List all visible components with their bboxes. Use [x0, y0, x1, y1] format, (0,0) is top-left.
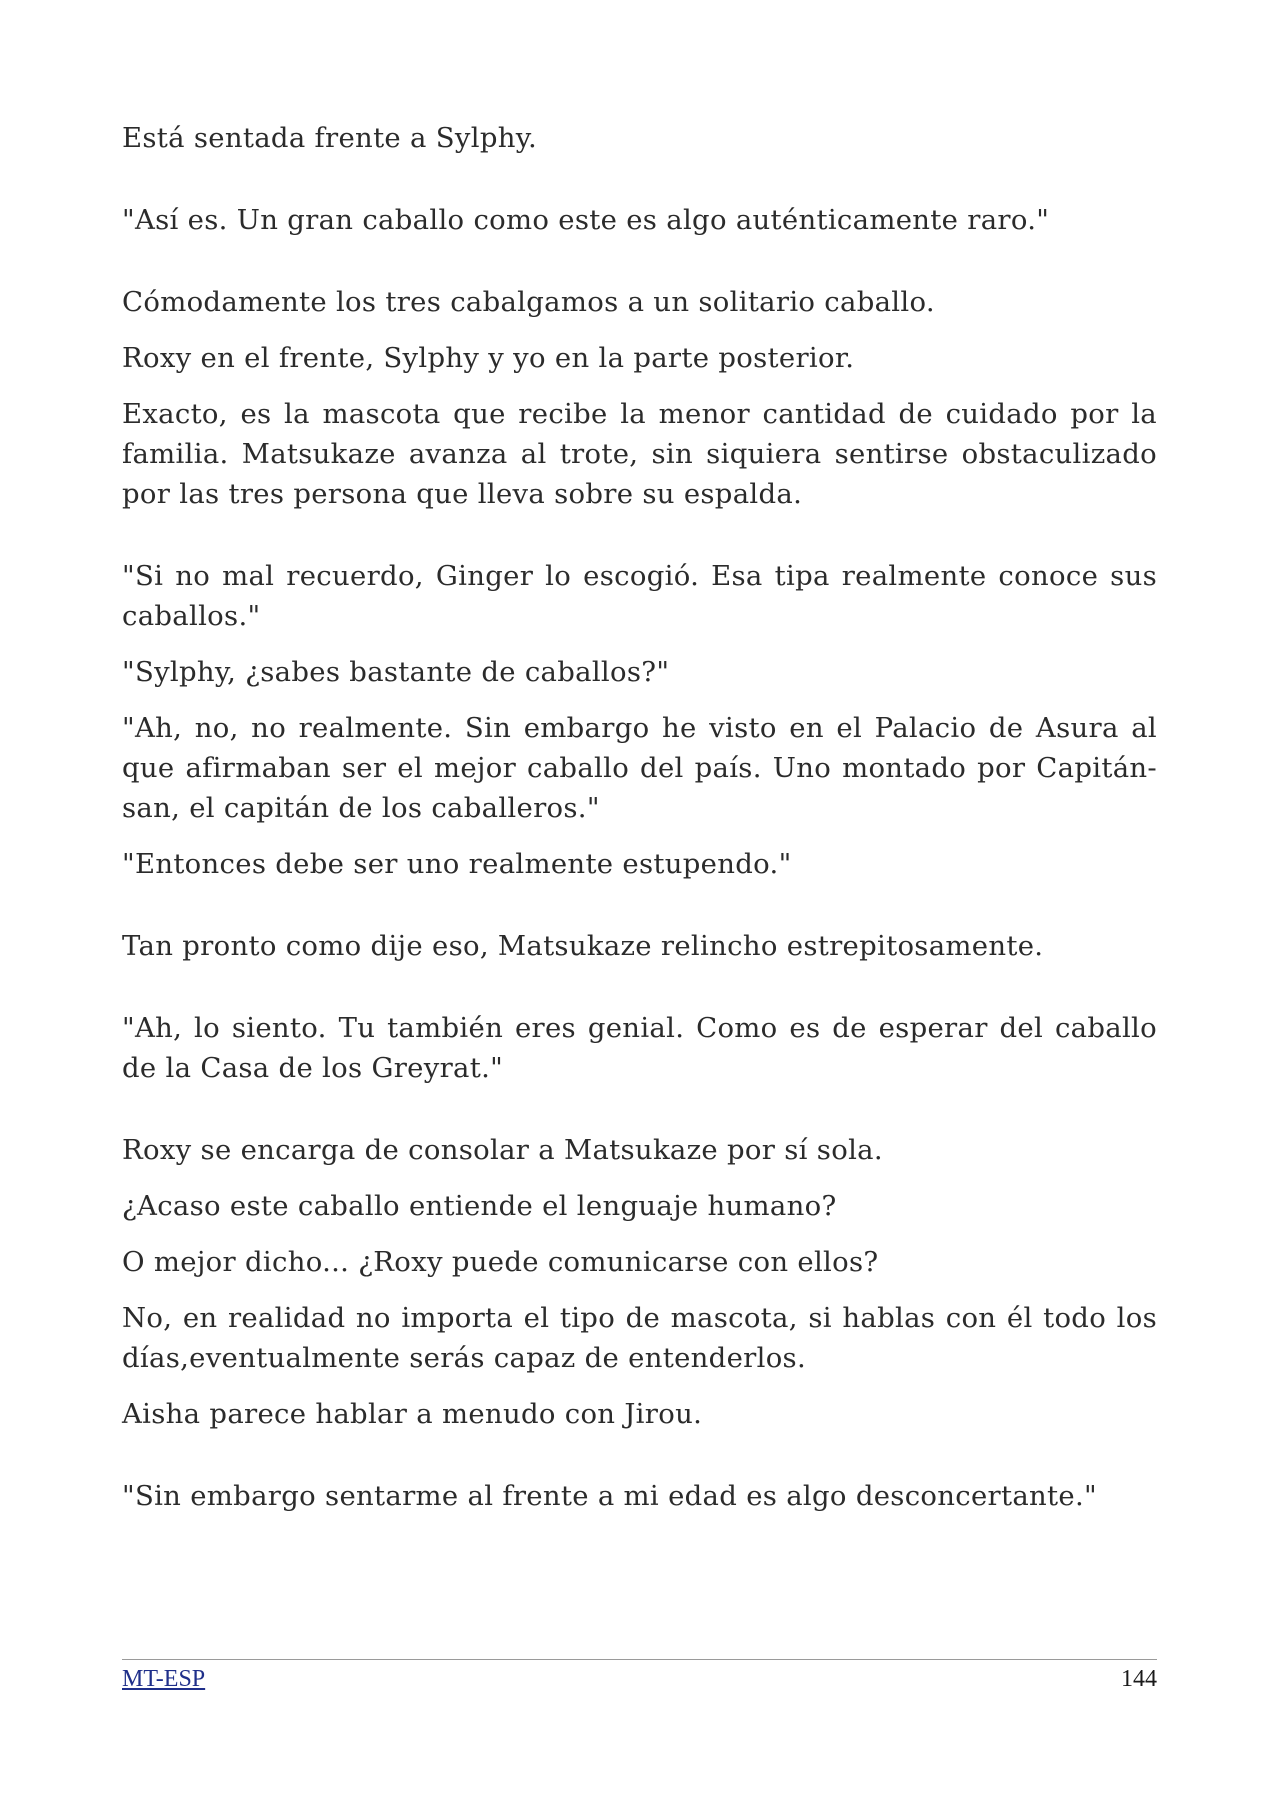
page-body — [122, 118, 1157, 1516]
paragraph-13: ¿Acaso este caballo entiende el lenguaje humano? — [122, 1190, 837, 1222]
paragraph-16: Aisha parece hablar a menudo con Jirou. — [122, 1398, 703, 1430]
page-footer — [122, 1659, 1157, 1694]
paragraph-3: Cómodamente los tres cabalgamos a un solitario caballo. — [122, 286, 935, 318]
paragraph-5: Exacto, es la mascota que recibe la menor cantidad de cuidado por la familia. Matsukaze avanza al trote, sin siquiera sentirse obstaculizado por las tres persona que lleva sobre su espalda. — [122, 398, 1157, 510]
paragraph-4: Roxy en el frente, Sylphy y yo en la parte posterior. — [122, 342, 855, 374]
paragraph-10: Tan pronto como dije eso, Matsukaze relincho estrepitosamente. — [122, 930, 1044, 962]
paragraph-9: "Entonces debe ser uno realmente estupendo." — [122, 848, 792, 880]
paragraph-14: O mejor dicho... ¿Roxy puede comunicarse con ellos? — [122, 1246, 879, 1278]
paragraph-7: "Sylphy, ¿sabes bastante de caballos?" — [122, 656, 670, 688]
paragraph-11: "Ah, lo siento. Tu también eres genial. Como es de esperar del caballo de la Casa de los Greyrat." — [122, 1012, 1157, 1084]
paragraph-17: "Sin embargo sentarme al frente a mi edad es algo desconcertante." — [122, 1480, 1097, 1512]
paragraph-12: Roxy se encarga de consolar a Matsukaze por sí sola. — [122, 1134, 883, 1166]
paragraph-15: No, en realidad no importa el tipo de mascota, si hablas con él todo los días,eventualmente serás capaz de entenderlos. — [122, 1302, 1157, 1374]
footer-source-link[interactable]: MT-ESP — [122, 1666, 206, 1692]
page-number: 144 — [1121, 1666, 1157, 1692]
paragraph-6: "Si no mal recuerdo, Ginger lo escogió. Esa tipa realmente conoce sus caballos." — [122, 560, 1157, 632]
paragraph-8: "Ah, no, no realmente. Sin embargo he visto en el Palacio de Asura al que afirmaban ser el mejor caballo del país. Uno montado por Capitán-san, el capitán de los caballeros." — [122, 712, 1157, 824]
paragraph-1: Está sentada frente a Sylphy. — [122, 122, 537, 154]
paragraph-2: "Así es. Un gran caballo como este es algo auténticamente raro." — [122, 204, 1050, 236]
